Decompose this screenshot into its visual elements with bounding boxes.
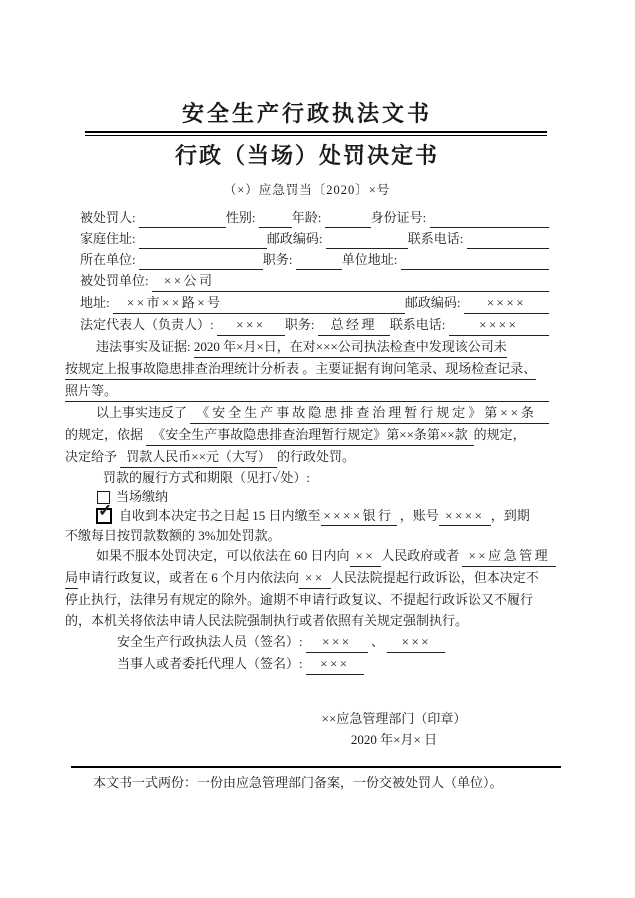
appeal-text-2b: 人民法院提起行政诉讼，但本决定不 (330, 570, 539, 585)
punished-unit-label: 被处罚单位: (80, 273, 152, 288)
row-employer (65, 249, 549, 270)
unit-postal-label: 邮政编码: (404, 295, 464, 310)
penalty-post: 的行政处罚。 (276, 449, 355, 464)
legal-rep-job-field (318, 314, 390, 336)
violated-rule-value: 《安全生产事故隐患排查治理暂行规定》第××条 (190, 402, 549, 424)
decision-line-3 (65, 446, 549, 468)
legal-rep-label: 法定代表人（负责人）: (80, 317, 217, 332)
postal-code-label: 邮政编码: (266, 231, 326, 246)
enforcer-signature-label: 安全生产行政执法人员（签名）: (117, 634, 306, 649)
decision-intro: 以上事实违反了 (96, 405, 191, 420)
title-double-rule (85, 131, 547, 136)
punished-person-label: 被处罚人: (80, 210, 139, 225)
legal-rep-job-label: 职务: (284, 317, 318, 332)
pay-bank-text-line2: 不缴每日按罚款数额的 3%加处罚款。 (65, 528, 281, 543)
gender-label: 性别: (225, 210, 259, 225)
employer-address-label: 单位地址: (341, 252, 401, 267)
enforcer-signature-2: ××× (387, 631, 445, 653)
decision-line-2 (65, 424, 549, 446)
checkmark-icon: ✓ (98, 501, 113, 520)
document-category-title: 安全生产行政执法文书 (181, 101, 432, 126)
appeal-line-3 (65, 589, 549, 610)
facts-line-1 (65, 336, 549, 358)
unit-address-field (113, 292, 405, 314)
agency-value-part1: ××应急管理 (462, 545, 556, 567)
decision-basis-post: 的规定， (473, 427, 526, 442)
legal-rep-phone-field (449, 314, 549, 336)
account-value: ×××× (439, 506, 491, 526)
punished-unit-field (152, 270, 549, 292)
row-home-address (65, 228, 549, 249)
issue-date: 2020 年×月× 日 (350, 732, 438, 747)
footer-note: 本文书一式两份：一份由应急管理部门备案，一份交被处罚人（单位）。 (93, 775, 503, 790)
appeal-line-2 (65, 567, 549, 589)
government-value: ×× (350, 545, 382, 567)
facts-line-3 (65, 380, 549, 402)
job-title-blank (296, 249, 342, 270)
home-address-label: 家庭住址: (80, 231, 139, 246)
employer-blank (139, 249, 263, 270)
employer-address-blank (401, 249, 549, 270)
gender-blank (259, 207, 292, 228)
payment-option-bank-line-2 (65, 526, 549, 545)
id-number-blank (430, 207, 550, 228)
punished-unit-value: ××公司 (163, 273, 215, 288)
court-value: ×× (299, 567, 331, 589)
appeal-text-3: 停止执行，法律另有规定的除外。逾期不申请行政复议、不提起行政诉讼又不履行 (65, 592, 534, 607)
unit-postal-value: ×××× (486, 295, 527, 310)
unit-address-label: 地址: (80, 295, 113, 310)
punished-person-blank (139, 207, 226, 228)
facts-value-3: 照片等。 (65, 380, 117, 402)
row-punished-unit (65, 270, 549, 292)
employer-label: 所在单位: (80, 252, 139, 267)
pay-bank-text-mid: ，账号 (396, 508, 439, 523)
payment-option-onsite (65, 487, 549, 506)
legal-rep-value: ××× (236, 317, 266, 332)
party-signature-value: ××× (306, 653, 364, 675)
penalty-value: 罚款人民币××元（大写） (120, 446, 277, 468)
facts-line-2 (65, 358, 549, 380)
signature-separator: 、 (367, 634, 388, 649)
facts-trailing-blank (117, 380, 549, 402)
party-signature-line (65, 653, 549, 675)
appeal-text-1b: 人民政府或者 (381, 548, 463, 563)
contact-phone-label: 联系电话: (407, 231, 467, 246)
contact-phone-blank (467, 228, 549, 249)
payment-option-bank-line-1 (65, 501, 549, 526)
pay-bank-text-pre: 自收到本决定书之日起 15 日内缴至 (119, 508, 321, 523)
appeal-text-1a: 如果不服本处罚决定，可以依法在 60 日内向 (96, 548, 350, 563)
legal-rep-phone-label: 联系电话: (389, 317, 449, 332)
age-blank (325, 207, 371, 228)
seal-block (289, 708, 499, 750)
page-title: 行政（当场）处罚决定书 (174, 143, 439, 168)
payment-heading-line (65, 468, 549, 487)
legal-rep-job-value: 总经理 (330, 317, 377, 332)
document-body (65, 207, 549, 793)
enforcer-signature-1: ××× (306, 631, 368, 653)
postal-code-blank (326, 228, 408, 249)
facts-label: 违法事实及证据: (96, 339, 194, 354)
appeal-line-4 (65, 610, 549, 631)
payment-section (65, 468, 549, 545)
row-legal-rep (65, 314, 549, 336)
decision-line-1 (65, 402, 549, 424)
home-address-blank (139, 228, 267, 249)
job-title-label: 职务: (262, 252, 296, 267)
appeal-line-1 (65, 545, 549, 567)
appeal-text-2a: 申请行政复议，或者在 6 个月内依法向 (78, 570, 300, 585)
pay-onsite-label: 当场缴纳 (116, 489, 169, 504)
checkbox-pay-bank-checked (96, 501, 113, 524)
decision-basis-pre: 的规定，依据 (65, 427, 147, 442)
payment-heading: 罚款的履行方式和期限（见打✓处）: (103, 470, 310, 485)
legal-rep-field (217, 314, 285, 336)
agency-value-part2: 局 (65, 567, 78, 589)
facts-value-2: 按规定上报事故隐患排查治理统计分析表 。主要证据有询问笔录、现场检查记录、 (65, 358, 536, 380)
footer-rule (71, 766, 561, 768)
unit-address-value: ××市××路×号 (126, 295, 223, 310)
row-unit-address (65, 292, 549, 314)
document-page (65, 0, 549, 793)
facts-value-1: 2020 年×月×日，在对×××公司执法检查中发现该公司未 (194, 336, 507, 358)
row-punished-person (65, 207, 549, 228)
basis-rule-value: 《安全生产事故隐患排查治理暂行规定》第××条第××款 (146, 424, 473, 446)
penalty-pre: 决定给予 (65, 449, 121, 464)
legal-rep-phone-value: ×××× (479, 317, 519, 332)
party-signature-label: 当事人或者委托代理人（签名）: (117, 656, 306, 671)
age-label: 年龄: (291, 210, 325, 225)
appeal-text-4: 的，本机关将依法申请人民法院强制执行或者依照有关规定强制执行。 (65, 613, 469, 628)
pay-bank-text-post: ，到期 (490, 508, 530, 523)
document-number: （×）应急罚当〔2020〕×号 (223, 183, 391, 197)
issuing-authority: ××应急管理部门（印章） (321, 711, 467, 726)
bank-value: ××××银行 (321, 506, 397, 526)
unit-postal-field (464, 292, 549, 314)
enforcer-signature-line (65, 631, 549, 653)
id-number-label: 身份证号: (370, 210, 430, 225)
